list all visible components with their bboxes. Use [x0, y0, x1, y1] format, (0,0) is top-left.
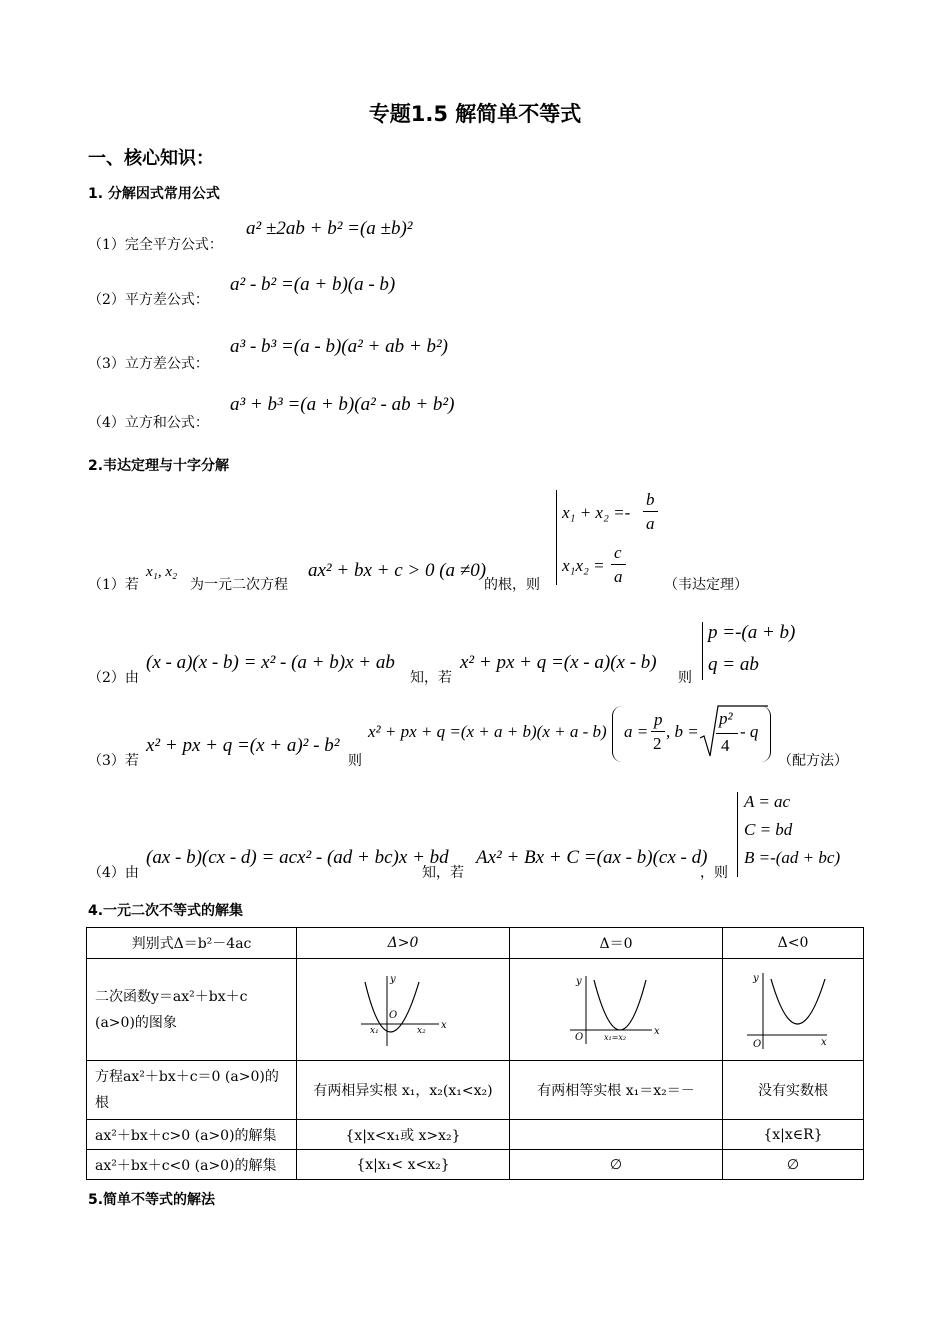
graph-x-label: x: [821, 1036, 827, 1048]
formula-sum-of-cubes: a³ + b³ =(a + b)(a² - ab + b²): [230, 394, 455, 415]
vieta-item3-sqrt-num: p²: [719, 709, 733, 728]
graph-origin-label: O: [389, 1009, 398, 1021]
subsection-heading-simple-inequalities: 5.简单不等式的解法: [88, 1192, 216, 1208]
formula-label-difference-of-squares: （2）平方差公式：: [88, 292, 209, 308]
table-cell-gt-label: ax²＋bx＋c>0 (a>0)的解集: [87, 1120, 297, 1150]
vieta-product-lhs: x₁x₂ =: [562, 556, 605, 575]
vieta-item4-brace: [737, 792, 738, 877]
graph-y-label: y: [390, 973, 396, 985]
parabola-one-root-graph: [566, 972, 666, 1048]
vieta-item1-equation: ax² + bx + c > 0 (a ≠0): [308, 560, 487, 581]
vieta-item3-a-bar: [651, 731, 665, 732]
vieta-item3-b-eq: , b =: [666, 722, 699, 741]
table-cell-roots-negative: 没有实数根: [723, 1061, 864, 1120]
vieta-item2-text-a: （2）由: [88, 670, 139, 686]
table-row: [87, 959, 864, 1061]
graph-x-label: x: [441, 1019, 447, 1031]
vieta-item1-note: （韦达定理）: [664, 577, 748, 593]
parabola-no-root-graph: [743, 969, 843, 1051]
graph-x2-label: x₂: [417, 1025, 426, 1036]
graph-x-label: x: [654, 1025, 660, 1037]
vieta-sum-den: a: [646, 514, 655, 533]
vieta-item2-text-c: 则: [678, 670, 692, 686]
graph-double-root-label: x₁=x₂: [604, 1032, 627, 1042]
table-cell-roots-zero: 有两相等实根 x₁＝x₂＝－: [510, 1061, 723, 1120]
table-cell-gt-zero: [510, 1120, 723, 1150]
vieta-item3-sqrt-minus-q: - q: [740, 722, 759, 741]
graph-origin-label: O: [753, 1038, 762, 1050]
graph-cell-one-root: [510, 959, 723, 1061]
vieta-item3-completed-square: x² + px + q =(x + a)² - b²: [146, 735, 340, 756]
vieta-item3-a-num: p: [654, 710, 663, 729]
formula-difference-of-cubes: a³ - b³ =(a - b)(a² + ab + b²): [230, 336, 448, 357]
vieta-product-num: c: [614, 543, 622, 562]
table-header-discriminant: 判别式Δ＝b²－4ac: [87, 928, 297, 959]
vieta-product-den: a: [614, 567, 623, 586]
vieta-item3-sqrt-den: 4: [721, 736, 730, 755]
table-row: [87, 1061, 864, 1120]
vieta-item3-text-a: （3）若: [88, 753, 139, 769]
vieta-sum-bar: [643, 511, 658, 512]
subsection-heading-factoring: 1. 分解因式常用公式: [88, 186, 220, 202]
graph-cell-no-root: [723, 959, 864, 1061]
vieta-item4-text-b: 知，若: [422, 865, 464, 881]
page-title: 专题1.5 解简单不等式: [368, 102, 582, 126]
vieta-item3-paren-right: [760, 706, 771, 762]
vieta-item2-identity: (x - a)(x - b) = x² - (a + b)x + ab: [146, 652, 395, 673]
quadratic-inequality-table: [86, 927, 864, 1180]
vieta-item1-vars: x₁, x₂: [146, 564, 178, 580]
formula-label-sum-of-cubes: （4）立方和公式：: [88, 415, 209, 431]
parabola-two-roots-graph: [353, 972, 453, 1048]
graph-y-label: y: [576, 975, 582, 987]
vieta-item3-a-eq: a =: [624, 722, 649, 741]
vieta-item4-A: A = ac: [744, 792, 791, 811]
vieta-item2-q: q = ab: [708, 654, 759, 675]
formula-perfect-square: a² ±2ab + b² =(a ±b)²: [246, 218, 413, 239]
table-cell-lt-label: ax²＋bx＋c<0 (a>0)的解集: [87, 1150, 297, 1180]
vieta-item1-text-b: 为一元二次方程: [190, 577, 288, 593]
vieta-item4-factored: Ax² + Bx + C =(ax - b)(cx - d): [476, 847, 708, 868]
table-cell-lt-negative: ∅: [723, 1150, 864, 1180]
table-cell-roots-positive: 有两相异实根 x₁，x₂(x₁<x₂): [297, 1061, 510, 1120]
vieta-item1-brace: [556, 490, 557, 585]
vieta-item1-text-a: （1）若: [88, 577, 139, 593]
table-cell-gt-positive: {x|x<x₁或 x>x₂}: [297, 1120, 510, 1150]
graph-cell-two-roots: [297, 959, 510, 1061]
subsection-heading-vieta: 2.韦达定理与十字分解: [88, 458, 230, 474]
vieta-item4-identity: (ax - b)(cx - d) = acx² - (ad + bc)x + bd: [146, 847, 449, 868]
vieta-product-bar: [611, 564, 626, 565]
vieta-item2-text-b: 知，若: [410, 670, 452, 686]
table-cell-lt-zero: ∅: [510, 1150, 723, 1180]
vieta-item4-C: C = bd: [744, 820, 793, 839]
vieta-item2-factored: x² + px + q =(x - a)(x - b): [460, 652, 657, 673]
vieta-sum-num: b: [646, 490, 655, 509]
table-cell-lt-positive: {x|x₁< x<x₂}: [297, 1150, 510, 1180]
vieta-item4-B: B =-(ad + bc): [744, 848, 841, 867]
graph-origin-label: O: [575, 1031, 584, 1043]
formula-difference-of-squares: a² - b² =(a + b)(a - b): [230, 274, 396, 295]
vieta-item3-factored: x² + px + q =(x + a + b)(x + a - b): [368, 722, 607, 741]
vieta-item3-sqrt-bar: [716, 733, 738, 734]
formula-label-perfect-square: （1）完全平方公式：: [88, 237, 223, 253]
vieta-item4-text-c: ，则: [700, 865, 728, 881]
section-heading-core-knowledge: 一、核心知识：: [88, 148, 214, 169]
graph-x1-label: x₁: [370, 1025, 379, 1036]
table-header-zero: Δ＝0: [510, 928, 723, 959]
vieta-item1-text-c: 的根，则: [484, 577, 540, 593]
vieta-item4-text-a: （4）由: [88, 865, 139, 881]
table-header-positive: Δ>0: [297, 928, 510, 959]
table-row: [87, 1150, 864, 1180]
vieta-item3-paren-left: [612, 706, 623, 762]
table-row: [87, 928, 864, 959]
table-header-negative: Δ<0: [723, 928, 864, 959]
table-cell-graph-label: 二次函数y＝ax²＋bx＋c (a>0)的图象: [87, 959, 297, 1061]
subsection-heading-quadratic-inequality: 4.一元二次不等式的解集: [88, 903, 244, 919]
table-cell-gt-negative: {x|x∈R}: [723, 1120, 864, 1150]
vieta-item3-a-den: 2: [653, 734, 662, 753]
table-row: [87, 1120, 864, 1150]
table-cell-roots-label: 方程ax²＋bx＋c＝0 (a>0)的根: [87, 1061, 297, 1120]
vieta-item3-text-b: 则: [348, 753, 362, 769]
graph-y-label: y: [753, 972, 759, 984]
vieta-item2-p: p =-(a + b): [708, 622, 796, 643]
vieta-item2-brace: [702, 622, 703, 680]
vieta-sum-lhs: x₁ + x₂ =-: [562, 503, 631, 522]
vieta-item3-note: （配方法）: [778, 753, 848, 769]
formula-label-difference-of-cubes: （3）立方差公式：: [88, 356, 209, 372]
